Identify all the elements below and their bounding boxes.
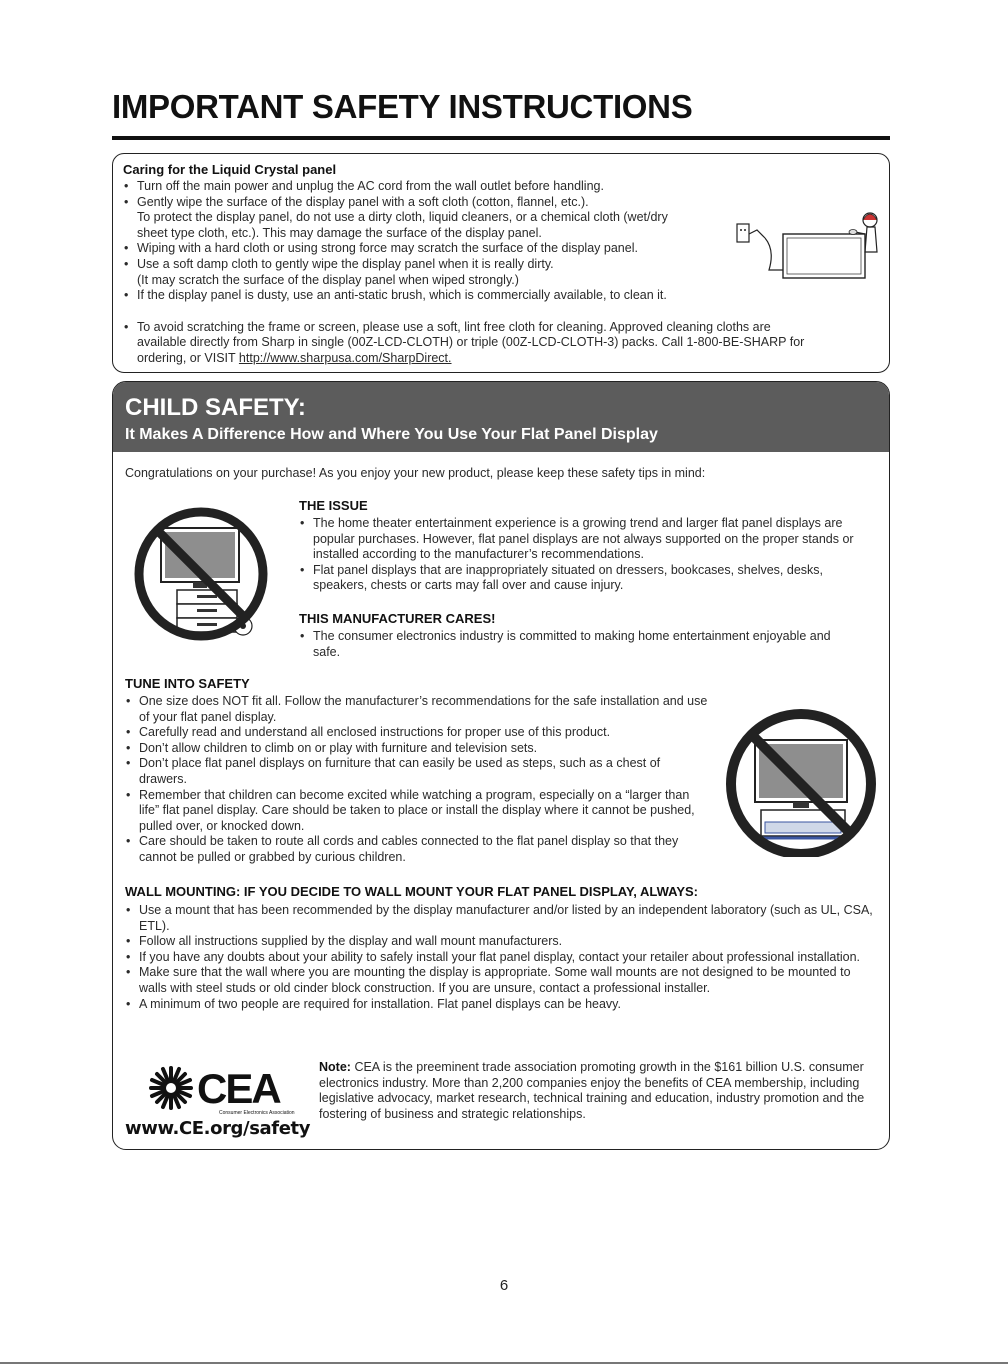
cea-logo-text: CEA bbox=[197, 1065, 280, 1112]
care-heading: Caring for the Liquid Crystal panel bbox=[123, 162, 337, 177]
tune-list bbox=[125, 694, 711, 866]
child-safety-box bbox=[112, 381, 890, 1150]
list-item bbox=[123, 351, 883, 367]
cea-assoc-text: Consumer Electronics Association bbox=[219, 1110, 295, 1116]
list-item: • Carefully read and understand all enclosed instructions for proper use of this product. bbox=[125, 725, 711, 741]
child-safety-banner bbox=[113, 382, 889, 452]
cea-note bbox=[319, 1060, 871, 1122]
list-item: • Turn off the main power and unplug the AC cord from the wall outlet before handling. bbox=[123, 179, 883, 195]
intro-text: Congratulations on your purchase! As you enjoy your new product, please keep these safety tips in mind: bbox=[125, 466, 706, 480]
list-item: • Use a mount that has been recommended by the display manufacturer and/or listed by an independent laboratory (such as UL, CSA, ETL). bbox=[125, 903, 875, 934]
list-item: • Use a soft damp cloth to gently wipe the display panel when it is really dirty. bbox=[123, 257, 883, 273]
no-tv-on-cart-icon bbox=[721, 692, 881, 857]
list-item: • Make sure that the wall where you are mounting the display is appropriate. Some wall mounts are not designed to be mounted to walls with steel studs or old cinder block construction. If you are unsure, contact a professional installer. bbox=[125, 965, 875, 996]
list-item: sheet type cloth, etc.). This may damage the surface of the display panel. bbox=[137, 225, 542, 240]
care-ordering-text: ordering, or VISIT bbox=[137, 350, 236, 365]
list-item: available directly from Sharp in single (00Z-LCD-CLOTH) or triple (00Z-LCD-CLOTH-3) packs. Call 1-800-BE-SHARP for bbox=[137, 335, 805, 350]
note-label: Note: bbox=[319, 1060, 351, 1074]
list-item: • If you have any doubts about your ability to safely install your flat panel display, contact your retailer about professional installation. bbox=[125, 950, 875, 966]
page-number: 6 bbox=[499, 1277, 509, 1294]
list-item: • One size does NOT fit all. Follow the manufacturer’s recommendations for the safe installation and use of your flat panel display. bbox=[125, 694, 711, 725]
list-item: • If the display panel is dusty, use an anti-static brush, which is commercially available, to clean it. bbox=[123, 288, 883, 304]
list-item: • Gently wipe the surface of the display panel with a soft cloth (cotton, flannel, etc.). bbox=[123, 195, 883, 211]
cleaning-illustration bbox=[735, 190, 885, 280]
child-safety-subtitle: It Makes A Difference How and Where You Use Your Flat Panel Display bbox=[125, 426, 658, 443]
list-item: • The consumer electronics industry is committed to making home entertainment enjoyable and safe. bbox=[299, 629, 855, 660]
list-item: • Don’t place flat panel displays on furniture that can easily be used as steps, such as a chest of drawers. bbox=[125, 756, 711, 787]
cares-list bbox=[299, 629, 855, 660]
child-safety-title: CHILD SAFETY: bbox=[125, 394, 306, 421]
issue-heading: THE ISSUE bbox=[299, 498, 368, 513]
note-text: CEA is the preeminent trade association promoting growth in the $161 billion U.S. consumer electronics industry. More than 2,200 companies enjoy the benefits of CEA membership, including legislative advocacy, market research, technical training and education, industry promotion and the fostering of business and strategic relationships. bbox=[319, 1060, 865, 1121]
list-item: • To avoid scratching the frame or screen, please use a soft, lint free cloth for cleaning. Approved cleaning cloths are bbox=[123, 320, 883, 336]
tune-heading: TUNE INTO SAFETY bbox=[125, 676, 250, 691]
list-item: • Flat panel displays that are inappropriately situated on dressers, bookcases, shelves, desks, speakers, chests or carts may fall over and cause injury. bbox=[299, 563, 877, 594]
list-item: • Remember that children can become excited while watching a program, especially on a “larger than life” flat panel display. Care should be taken to place or install the display where it cannot be pushed, pulled over, or knocked down. bbox=[125, 788, 711, 835]
cea-url[interactable]: www.CE.org/safety bbox=[125, 1118, 311, 1139]
list-item: • Care should be taken to route all cords and cables connected to the flat panel display so that they cannot be pulled or grabbed by curious children. bbox=[125, 834, 711, 865]
list-item: • Don’t allow children to climb on or play with furniture and television sets. bbox=[125, 741, 711, 757]
list-item: • Wiping with a hard cloth or using strong force may scratch the surface of the display panel. bbox=[123, 241, 883, 257]
title-rule bbox=[112, 136, 890, 140]
list-item: • A minimum of two people are required for installation. Flat panel displays can be heavy. bbox=[125, 997, 875, 1013]
list-item: • Follow all instructions supplied by the display and wall mount manufacturers. bbox=[125, 934, 875, 950]
no-tv-on-drawers-icon bbox=[131, 498, 271, 656]
page-title: IMPORTANT SAFETY INSTRUCTIONS bbox=[112, 88, 693, 125]
issue-list bbox=[299, 516, 877, 594]
care-box bbox=[112, 153, 890, 373]
wall-heading: WALL MOUNTING: IF YOU DECIDE TO WALL MOUNT YOUR FLAT PANEL DISPLAY, ALWAYS: bbox=[125, 884, 698, 899]
list-item: To protect the display panel, do not use a dirty cloth, liquid cleaners, or a chemical cloth (wet/dry bbox=[137, 210, 668, 225]
wall-list bbox=[125, 903, 875, 1012]
list-item: • The home theater entertainment experience is a growing trend and larger flat panel displays are popular purchases. However, flat panel displays are not always supported on the proper stands or installed according to the manufacturer’s recommendations. bbox=[299, 516, 877, 563]
bottom-rule bbox=[0, 1362, 1008, 1364]
list-item: (It may scratch the surface of the display panel when wiped strongly.) bbox=[137, 272, 519, 287]
cares-heading: THIS MANUFACTURER CARES! bbox=[299, 611, 496, 626]
care-url-link[interactable]: http://www.sharpusa.com/SharpDirect. bbox=[238, 350, 452, 365]
